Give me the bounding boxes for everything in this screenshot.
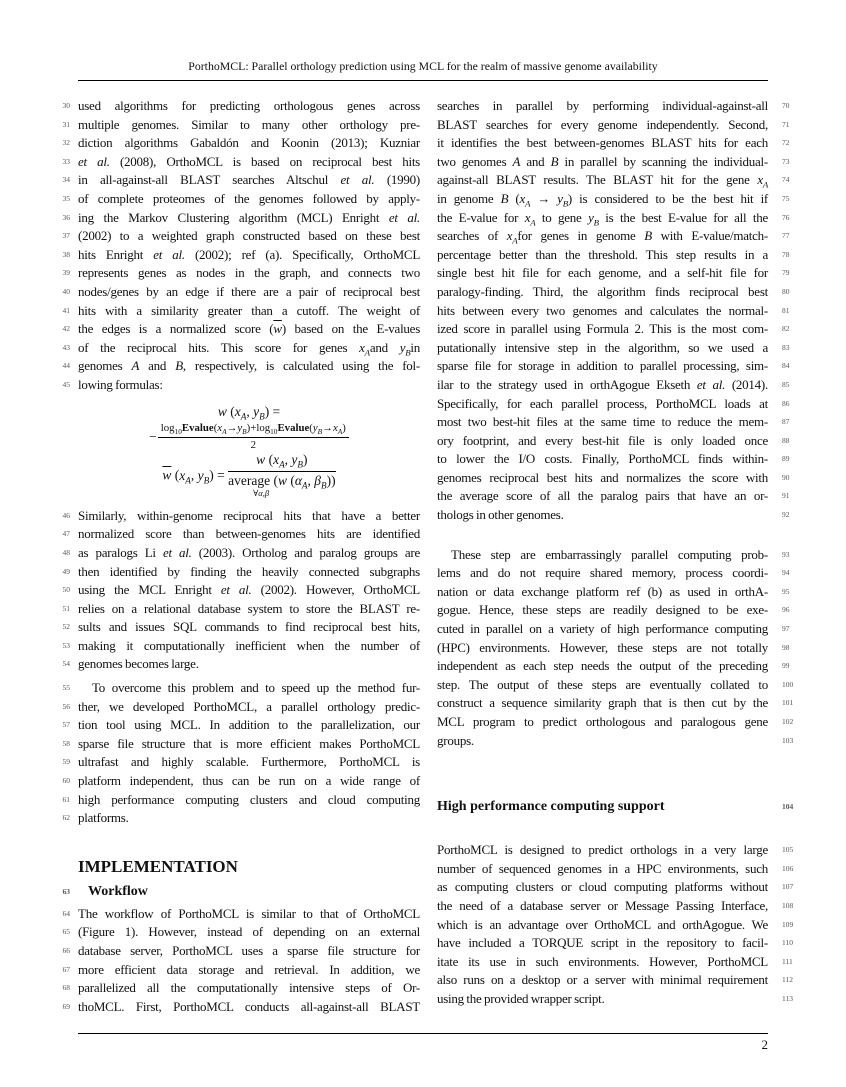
line-number: 53 — [62, 640, 70, 650]
text-line — [437, 953, 793, 972]
subsection-heading — [437, 798, 794, 816]
line-number: 76 — [782, 212, 790, 222]
line-text: high performance computing clusters and cloud computing — [78, 791, 420, 807]
text-line — [437, 583, 790, 602]
paragraph — [62, 905, 420, 1017]
line-number: 36 — [62, 212, 70, 222]
line-text: lems and do not require shared memory, process coordi- — [437, 565, 768, 581]
text-line — [62, 791, 420, 810]
line-number: 51 — [62, 603, 70, 613]
line-number: 59 — [62, 757, 70, 767]
line-text: hits between every two genomes and calculates the normal- — [437, 302, 768, 318]
line-number: 94 — [782, 568, 790, 578]
text-line — [437, 601, 790, 620]
line-text: ory footprint, and every best-hit file is only loaded once — [437, 432, 768, 448]
line-number: 80 — [782, 286, 790, 296]
text-line — [62, 637, 420, 656]
line-number: 93 — [782, 549, 790, 559]
line-number: 56 — [62, 701, 70, 711]
right-column — [437, 97, 794, 1009]
line-number: 91 — [782, 491, 790, 501]
text-line — [437, 564, 790, 583]
line-text: Similarly, within-genome reciprocal hits that have a better — [78, 507, 420, 523]
line-text: putationally intensive step in the algorithm, so we used a — [437, 339, 768, 355]
text-line — [437, 283, 790, 302]
text-line — [62, 134, 420, 153]
line-number: 47 — [62, 529, 70, 539]
line-number: 78 — [782, 249, 790, 259]
line-text: (2002) to a weighted graph constructed based on these best — [78, 228, 420, 244]
line-text: nodes/genes by an edge if there are a pair of reciprocal best — [78, 283, 420, 299]
text-line — [437, 860, 794, 879]
line-text: ultrafast and highly scalable. Furthermore, PorthoMCL is — [78, 754, 420, 770]
line-text: of complete proteomes of the genomes followed by apply- — [78, 190, 420, 206]
line-text: in genome B $(x_A \to y_B)$ is considered to be the best hit if — [437, 190, 769, 209]
text-line — [437, 302, 790, 321]
text-line — [437, 116, 790, 135]
line-text: using the provided wrapper script. — [437, 990, 605, 1006]
text-line — [437, 171, 790, 190]
line-number: 48 — [62, 547, 70, 557]
line-text: the average score of all the paralog pairs that have an or- — [437, 488, 768, 504]
line-number: 73 — [782, 156, 790, 166]
line-number: 67 — [62, 964, 70, 974]
line-text: Specifically, for each parallel process, PorthoMCL loads at — [437, 395, 768, 411]
line-number: 79 — [782, 268, 790, 278]
text-line — [62, 171, 420, 190]
line-number: 111 — [782, 956, 793, 966]
text-line — [437, 546, 790, 565]
line-text: ther, we developed PorthoMCL, a parallel orthology predic- — [78, 698, 420, 714]
text-line — [437, 320, 790, 339]
left-column — [62, 97, 421, 1016]
line-number: 32 — [62, 138, 70, 148]
text-line — [437, 469, 790, 488]
line-text: percentage better than the threshold. This step results in a — [437, 246, 768, 262]
line-text: which is an advantage over OrthoMCL and orthAgogue. We — [437, 916, 768, 932]
line-text: searches of $x_Afor$ genes in genome B with E-value/match- — [437, 228, 768, 246]
text-line — [437, 620, 790, 639]
line-text: itate its use in such environments. However, PorthoMCL — [437, 953, 768, 969]
text-line — [62, 942, 420, 961]
line-number: 30 — [62, 101, 70, 110]
line-text: platforms. — [78, 810, 129, 826]
header-rule — [78, 80, 768, 81]
line-number: 107 — [782, 882, 794, 892]
text-line — [437, 209, 790, 228]
text-line — [437, 376, 790, 395]
line-number: 44 — [62, 361, 70, 371]
line-number: 52 — [62, 622, 70, 632]
line-number: 57 — [62, 720, 70, 730]
line-number: 70 — [782, 101, 790, 110]
line-text: relies on a relational database system to store the BLAST re- — [78, 600, 420, 616]
text-line — [62, 600, 420, 619]
text-line — [62, 264, 420, 283]
line-number: 81 — [782, 305, 790, 315]
text-line — [62, 320, 421, 339]
line-text: genomes becomes large. — [78, 656, 199, 672]
line-text: BLAST searches for every genome independently. Second, — [437, 116, 768, 132]
line-text: PorthoMCL is designed to predict orthologs in a very large — [437, 842, 768, 858]
line-text: hits with a similarity greater than a cutoff. The weight of — [78, 302, 420, 318]
text-line — [437, 639, 790, 658]
paragraph — [62, 507, 420, 674]
text-line — [437, 694, 794, 713]
line-text: then identified by finding the heavily connected subgraphs — [78, 563, 420, 579]
text-line — [62, 190, 420, 209]
line-text: paralogy-finding. Third, the algorithm finds reciprocal best — [437, 283, 768, 299]
text-line — [437, 878, 794, 897]
line-text: thologs in other genomes. — [437, 507, 564, 523]
line-text: database server, PorthoMCL uses a sparse file structure for — [78, 943, 420, 958]
line-text: searches in parallel by performing individual-against-all — [437, 98, 768, 113]
text-line — [437, 395, 790, 414]
text-line — [437, 246, 790, 265]
text-line — [62, 525, 420, 544]
line-number: 102 — [782, 717, 794, 726]
line-text: The workflow of PorthoMCL is similar to that of OrthoMCL — [78, 905, 420, 921]
line-text: ized score in parallel using Formula 2. This is the most com- — [437, 321, 768, 337]
text-line — [437, 897, 794, 916]
line-number: 31 — [62, 119, 70, 129]
line-number: 113 — [782, 993, 793, 1003]
line-text: parallelized all the computationally intensive steps of Or- — [78, 980, 420, 996]
line-number: 104 — [782, 802, 794, 812]
line-text: using the MCL Enright et al. (2002). However, OrthoMCL — [78, 582, 420, 598]
text-line — [62, 153, 420, 172]
text-line — [62, 376, 420, 395]
line-number: 90 — [782, 472, 790, 482]
line-number: 33 — [62, 156, 70, 166]
line-text: two genomes A and B in parallel by scanning the individual- — [437, 153, 768, 169]
text-line — [62, 735, 420, 754]
text-line — [62, 283, 420, 302]
line-number: 37 — [62, 231, 70, 241]
text-line — [62, 544, 420, 563]
text-line — [62, 979, 420, 998]
line-text: diction algorithms Gabaldón and Koonin (2013); Kuzniar — [78, 135, 420, 151]
text-line — [62, 227, 420, 246]
line-text: construct a sequence similarity graph that is then cut by the — [437, 695, 768, 711]
text-line — [437, 357, 790, 376]
text-line — [437, 990, 793, 1009]
footer-rule — [78, 1033, 768, 1034]
formula-block — [78, 404, 420, 501]
line-number: 65 — [62, 927, 70, 937]
subsection-heading-text: High performance computing support — [437, 799, 665, 815]
line-text: thoMCL. First, PorthoMCL conducts all-against-all BLAST — [78, 998, 420, 1014]
text-line — [437, 732, 794, 751]
line-number: 75 — [782, 193, 790, 203]
line-number: 39 — [62, 268, 70, 278]
line-number: 60 — [62, 776, 70, 786]
formula-eq1-fraction — [78, 422, 420, 451]
text-line — [437, 190, 790, 209]
text-line — [62, 563, 420, 582]
line-number: 71 — [782, 119, 790, 129]
line-text: as computing clusters or cloud computing platforms without — [437, 879, 768, 895]
line-text: multiple genomes. Similar to many other orthology pre- — [78, 116, 420, 132]
text-line — [437, 227, 790, 246]
text-line — [62, 246, 421, 265]
line-text: genomes reciprocal best hits and normalizes the score with — [437, 469, 768, 485]
line-text: also runs on a desktop or a server with minimal requirement — [437, 972, 768, 988]
line-number: 85 — [782, 379, 790, 389]
line-text: normalized score than between-genomes hits are identified — [78, 526, 420, 542]
paragraph — [437, 546, 794, 751]
text-line — [62, 357, 420, 376]
text-line — [62, 116, 420, 135]
text-line — [437, 339, 790, 358]
line-text: as paralogs Li et al. (2003). Ortholog and paralog groups are — [78, 544, 420, 560]
line-text: in all-against-all BLAST searches Altschul et al. (1990) — [78, 172, 420, 188]
line-number: 46 — [62, 510, 70, 520]
text-line — [62, 905, 420, 924]
line-text: have included a TORQUE script in the repository to facil- — [437, 935, 768, 951]
line-text: hits Enright et al. (2002); ref (a). Specifically, OrthoMCL — [78, 246, 421, 262]
line-text: ing the Markov Clustering algorithm (MCL) Enright et al. — [78, 209, 421, 225]
line-number: 34 — [62, 175, 70, 185]
line-text: sults and issues SQL commands to find reciprocal best hits, — [78, 619, 420, 635]
line-text: gogue. Hence, these steps are readily designed to be exe- — [437, 602, 768, 618]
paragraph — [62, 679, 420, 828]
line-text: most two best-hit files at the same time to reduce the mem- — [437, 414, 768, 430]
line-text: single best hit file for each genome, and a self-hit file for — [437, 265, 768, 281]
text-line — [62, 961, 420, 980]
line-text: et al. (2008), OrthoMCL is based on reciprocal best hits — [78, 153, 420, 169]
formula-eq2-denominator-arg: (w ($\alpha_A$, $\beta_B$)) — [270, 473, 336, 491]
paragraph — [437, 97, 790, 525]
line-number: 105 — [782, 845, 794, 855]
text-line — [62, 209, 421, 228]
formula-eq2-lhs: $\overline{w}$ ($x_A$, $y_B$) = — [162, 467, 229, 486]
line-text: represents genes as nodes in the graph, and connects two — [78, 265, 420, 281]
line-number: 92 — [782, 510, 790, 520]
line-number: 58 — [62, 738, 70, 748]
text-line — [62, 302, 420, 321]
formula-eq2-numerator: w ($x_A$, $y_B$) — [228, 452, 336, 472]
line-text: the need of a database server or Message Passing Interface, — [437, 897, 768, 913]
line-number: 82 — [782, 324, 790, 334]
line-text: To overcome this problem and to speed up the method fur- — [92, 680, 420, 696]
line-number: 35 — [62, 193, 70, 203]
average-word: average — [228, 473, 271, 489]
subsection-heading — [62, 883, 420, 901]
formula-eq1-lhs: w ($x_A$, $y_B$) = — [217, 403, 281, 422]
line-text: the edges is a normalized score $(\overline{w})$ based on the E-values — [78, 321, 421, 337]
line-text: used algorithms for predicting orthologous genes across — [78, 98, 420, 113]
line-number: 40 — [62, 286, 70, 296]
line-number: 72 — [782, 138, 790, 148]
line-text: against-all BLAST results. The BLAST hit for the gene $x_A$ — [437, 172, 768, 190]
line-number: 55 — [62, 683, 70, 693]
line-text: These step are embarrassingly parallel computing prob- — [451, 546, 768, 562]
line-text: ilar to the strategy used in orthAgogue Ekseth et al. (2014). — [437, 376, 768, 392]
text-line — [437, 153, 790, 172]
line-number: 69 — [62, 1001, 70, 1011]
line-number: 112 — [782, 975, 793, 985]
line-number: 83 — [782, 342, 790, 352]
line-text: of the reciprocal hits. This score for genes $x_Aand$ $y_Bin$ — [78, 339, 420, 358]
text-line — [62, 581, 420, 600]
line-text: (Figure 1). However, instead of depending on an external — [78, 924, 420, 940]
line-number: 77 — [782, 231, 790, 241]
text-line — [437, 432, 790, 451]
text-line — [62, 772, 420, 791]
line-text: it identifies the best between-genomes BLAST hits for each — [437, 135, 768, 151]
line-text: groups. — [437, 732, 474, 748]
line-text: sparse file for storage in addition to parallel processing, sim- — [437, 358, 768, 374]
line-number: 95 — [782, 586, 790, 596]
line-number: 42 — [62, 324, 70, 334]
subsection-heading-text: Workflow — [88, 883, 148, 899]
line-number: 49 — [62, 566, 70, 576]
line-number: 88 — [782, 435, 790, 445]
line-number: 50 — [62, 585, 70, 595]
line-number: 100 — [782, 679, 794, 689]
formula-eq2-denominator — [228, 472, 336, 501]
line-number: 98 — [782, 642, 790, 652]
line-text: sparse file structure that is more efficient makes PorthoMCL — [78, 735, 420, 751]
paragraph — [437, 841, 794, 1008]
text-line — [437, 97, 790, 116]
line-number: 41 — [62, 305, 70, 315]
formula-eq1-denominator: 2 — [250, 439, 256, 452]
text-line — [62, 809, 420, 828]
text-line — [62, 716, 420, 735]
text-line — [62, 923, 420, 942]
minus-sign: − — [149, 428, 157, 444]
line-number: 110 — [782, 938, 793, 948]
text-line — [437, 657, 790, 676]
line-text: more efficient data storage and retrieval. In addition, we — [78, 961, 420, 977]
text-line — [62, 507, 420, 526]
line-text: platform independent, thus can be run on a wide range of — [78, 773, 420, 789]
running-head: PorthoMCL: Parallel orthology prediction using MCL for the realm of massive genome availability — [188, 59, 658, 73]
text-line — [62, 339, 420, 358]
text-line — [437, 971, 793, 990]
text-line — [437, 264, 790, 283]
line-number: 86 — [782, 398, 790, 408]
line-text: independent as each step needs the output of the preceding — [437, 658, 768, 674]
text-line — [62, 698, 420, 717]
formula-eq1-numerator: $\log_{10}Evalue(x_A\to y_B)+\log_{10}Evalue(y_B\to x_A)$ — [158, 422, 349, 438]
paragraph — [62, 97, 421, 395]
line-text: (HPC) environments. However, these steps are not totally — [437, 639, 768, 655]
line-number: 99 — [782, 661, 790, 671]
line-text: tion tool using MCL. In addition to the parallelization, our — [78, 717, 420, 733]
line-number: 62 — [62, 813, 70, 823]
line-number: 38 — [62, 249, 70, 259]
text-line — [62, 618, 420, 637]
line-text: nation or data exchange platform ref (b) as used in orthA- — [437, 583, 768, 599]
text-line — [62, 679, 420, 698]
line-text: genomes A and B, respectively, is calculated using the fol- — [78, 358, 420, 374]
line-number: 108 — [782, 900, 794, 910]
text-line — [437, 676, 794, 695]
line-number: 89 — [782, 454, 790, 464]
page-number: 2 — [761, 1037, 768, 1052]
line-number: 68 — [62, 983, 70, 993]
text-line — [62, 655, 420, 674]
line-number: 54 — [62, 659, 70, 669]
line-number: 84 — [782, 361, 790, 371]
text-line — [437, 506, 790, 525]
line-number: 101 — [782, 698, 794, 708]
line-number: 106 — [782, 863, 794, 873]
line-text: making it computationally inefficient when the number of — [78, 637, 420, 653]
line-number: 74 — [782, 175, 790, 185]
line-number: 97 — [782, 624, 790, 634]
line-text: cuted in parallel on a variety of high performance computing — [437, 621, 768, 637]
line-text: step. The output of these steps are eventually collated to — [437, 676, 768, 692]
text-line — [437, 450, 790, 469]
line-number: 109 — [782, 919, 794, 929]
text-line — [62, 998, 420, 1017]
line-text: lowing formulas: — [78, 376, 163, 392]
forall-subscript: ∀α,β — [253, 488, 270, 499]
section-heading: IMPLEMENTATION — [78, 856, 238, 876]
text-line — [62, 97, 420, 116]
formula-eq2 — [78, 452, 420, 500]
line-number: 63 — [62, 886, 70, 896]
line-number: 64 — [62, 908, 70, 918]
line-number: 66 — [62, 946, 70, 955]
text-line — [437, 841, 794, 860]
line-text: number of sequenced genomes in a HPC environments, such — [437, 860, 768, 876]
text-line — [437, 134, 790, 153]
line-number: 45 — [62, 379, 70, 389]
text-line — [437, 487, 790, 506]
line-text: the E-value for $x_A$ to gene $y_B$ is the best E-value for all the — [437, 209, 769, 228]
line-text: MCL program to predict orthologous and paralogous gene — [437, 714, 768, 729]
line-number: 103 — [782, 735, 794, 745]
line-text: to lower the I/O costs. Finally, PorthoMCL finds within- — [437, 451, 768, 467]
line-number: 96 — [782, 605, 790, 615]
line-number: 43 — [62, 342, 70, 352]
text-line — [437, 713, 794, 732]
text-line — [437, 916, 794, 935]
line-number: 61 — [62, 794, 70, 804]
text-line — [437, 413, 790, 432]
two-column-body — [62, 97, 794, 1016]
text-line — [62, 753, 420, 772]
text-line — [437, 934, 793, 953]
line-number: 87 — [782, 417, 790, 427]
